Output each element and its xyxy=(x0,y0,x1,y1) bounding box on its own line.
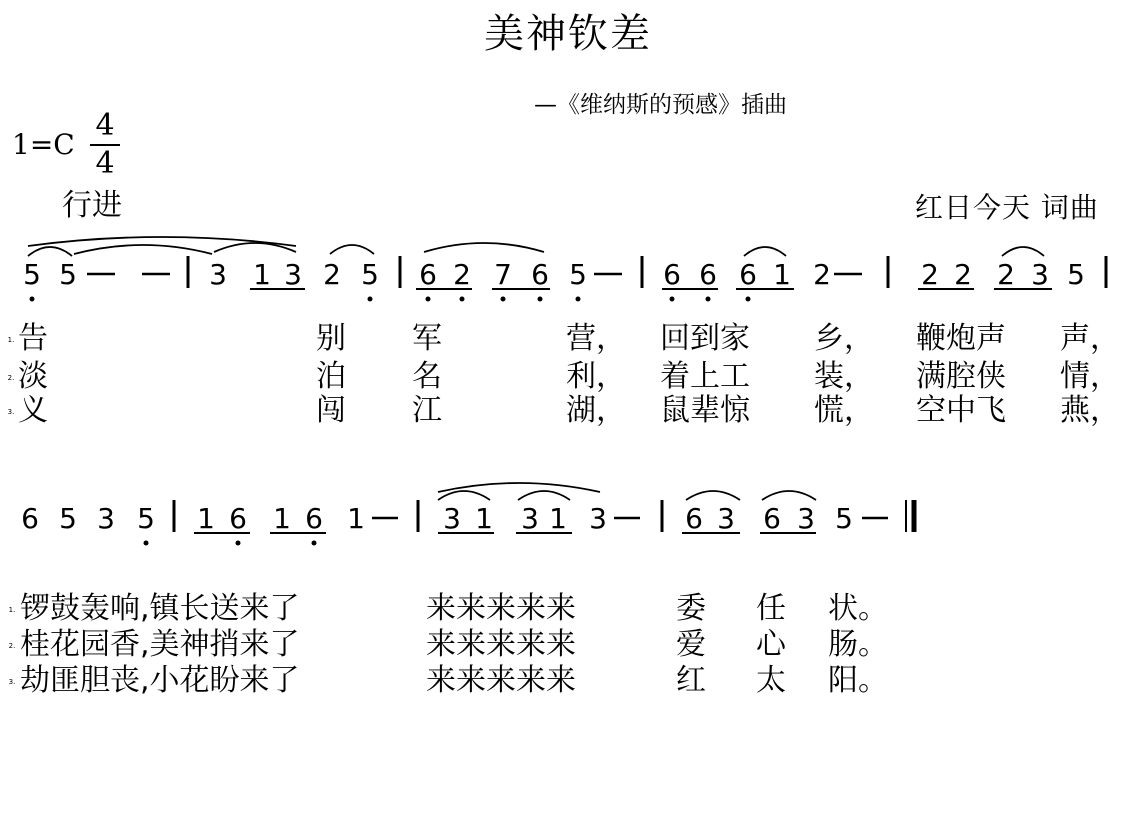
verse-number: 3. xyxy=(7,408,15,416)
slur xyxy=(762,491,816,500)
note: 3 xyxy=(589,502,607,535)
slur xyxy=(28,247,72,256)
lyric-word: 乡， xyxy=(814,321,874,356)
octave-dot-below xyxy=(312,541,317,546)
lyric-word: 装， xyxy=(814,359,874,394)
slur xyxy=(1002,247,1044,256)
lyric-word: 来来来来来 xyxy=(426,663,576,698)
note: 3 xyxy=(797,502,815,535)
lyric-word: 湖， xyxy=(566,393,626,428)
note: 1 xyxy=(273,502,291,535)
octave-dot-below xyxy=(538,297,543,302)
lyric-word: 闯 xyxy=(316,393,346,428)
octave-dot-below xyxy=(746,297,751,302)
lyric-word: 锣鼓轰响,镇长送来了 xyxy=(20,591,300,626)
key-signature: 1=C xyxy=(12,128,75,161)
note: 5 xyxy=(59,502,77,535)
lyric-word: 心 xyxy=(756,627,786,662)
note: 6 xyxy=(21,502,39,535)
song-subtitle: —《维纳斯的预感》插曲 xyxy=(534,92,787,118)
verse-number: 2. xyxy=(8,642,16,650)
note: 3 xyxy=(1031,258,1049,291)
song-title: 美神钦差 xyxy=(484,11,652,57)
slur-long xyxy=(28,237,296,246)
lyric-word: 情， xyxy=(1060,359,1120,394)
note: 6 xyxy=(305,502,323,535)
lyric-word: 利， xyxy=(566,359,626,394)
lyric-word: 空中飞 xyxy=(916,393,1006,428)
lyric-word: 军 xyxy=(412,321,442,356)
note: 2 xyxy=(921,258,939,291)
octave-dot-below xyxy=(426,297,431,302)
lyric-word: 肠。 xyxy=(828,627,888,662)
note: 6 xyxy=(229,502,247,535)
note: 3 xyxy=(521,502,539,535)
lyric-word: 慌， xyxy=(814,393,874,428)
lyrics-line-1 xyxy=(8,321,1120,428)
lyric-word: 桂花园香,美神捎来了 xyxy=(20,627,300,662)
verse-number: 2. xyxy=(7,374,15,382)
lyric-word: 满腔侠 xyxy=(916,359,1006,394)
lyric-word: 来来来来来 xyxy=(426,591,576,626)
note: 5 xyxy=(361,258,379,291)
note: 3 xyxy=(443,502,461,535)
lyric-word: 名 xyxy=(412,359,442,394)
verse-number: 3. xyxy=(8,678,16,686)
octave-dot-below xyxy=(368,297,373,302)
lyric-word: 别 xyxy=(316,321,346,356)
lyric-word: 任 xyxy=(756,591,786,626)
note: 3 xyxy=(717,502,735,535)
score-line-1 xyxy=(23,237,1106,302)
slur xyxy=(330,245,374,254)
lyric-word: 鼠辈惊 xyxy=(660,393,750,428)
octave-dot-below xyxy=(460,297,465,302)
lyric-word: 劫匪胆丧,小花盼来了 xyxy=(20,663,300,698)
lyric-word: 鞭炮声 xyxy=(916,321,1006,356)
lyric-word: 太 xyxy=(756,663,786,698)
note: 7 xyxy=(494,258,512,291)
lyric-word: 燕， xyxy=(1060,393,1120,428)
lyrics-line-2 xyxy=(9,591,888,698)
octave-dot-below xyxy=(670,297,675,302)
note: 5 xyxy=(23,258,41,291)
note: 1 xyxy=(475,502,493,535)
time-signature-bottom: 4 xyxy=(95,146,115,181)
lyric-word: 委 xyxy=(676,591,706,626)
note: 2 xyxy=(954,258,972,291)
note: 3 xyxy=(97,502,115,535)
note: 1 xyxy=(773,258,791,291)
note: 6 xyxy=(739,258,757,291)
tempo-marking: 行进 xyxy=(62,188,122,223)
lyric-word: 阳。 xyxy=(828,663,888,698)
note: 6 xyxy=(699,258,717,291)
note: 5 xyxy=(1067,258,1085,291)
lyric-word: 江 xyxy=(412,393,442,428)
lyric-word: 状。 xyxy=(828,591,888,626)
note: 6 xyxy=(763,502,781,535)
verse-number: 1. xyxy=(8,606,16,614)
octave-dot-below xyxy=(706,297,711,302)
note: 3 xyxy=(284,258,302,291)
verse-number: 1. xyxy=(7,336,15,344)
lyric-word: 告 xyxy=(18,321,48,356)
note: 2 xyxy=(813,258,831,291)
octave-dot-below xyxy=(501,297,506,302)
note: 1 xyxy=(253,258,271,291)
note: 3 xyxy=(209,258,227,291)
time-signature-top: 4 xyxy=(95,108,115,143)
lyric-word: 义 xyxy=(18,393,48,428)
note: 6 xyxy=(663,258,681,291)
note: 5 xyxy=(137,502,155,535)
note: 6 xyxy=(685,502,703,535)
lyric-word: 回到家 xyxy=(660,321,750,356)
lyric-word: 着上工 xyxy=(660,359,750,394)
slur xyxy=(518,491,570,500)
lyric-word: 来来来来来 xyxy=(426,627,576,662)
octave-dot-below xyxy=(144,541,149,546)
note: 5 xyxy=(835,502,853,535)
note: 1 xyxy=(549,502,567,535)
slur xyxy=(686,491,740,500)
lyric-word: 淡 xyxy=(18,359,48,394)
slur xyxy=(744,247,786,256)
note: 6 xyxy=(531,258,549,291)
slur xyxy=(74,245,212,254)
note: 6 xyxy=(419,258,437,291)
lyric-word: 红 xyxy=(676,663,706,698)
octave-dot-below xyxy=(576,297,581,302)
lyric-word: 声， xyxy=(1060,321,1120,356)
slur xyxy=(438,491,490,500)
octave-dot-below xyxy=(30,297,35,302)
note: 1 xyxy=(347,502,365,535)
octave-dot-below xyxy=(236,541,241,546)
note: 2 xyxy=(997,258,1015,291)
note: 1 xyxy=(197,502,215,535)
slur xyxy=(424,243,544,252)
note: 2 xyxy=(323,258,341,291)
note: 2 xyxy=(453,258,471,291)
note: 5 xyxy=(59,258,77,291)
score-line-2 xyxy=(21,483,914,546)
lyric-word: 泊 xyxy=(316,359,346,394)
lyric-word: 营， xyxy=(566,321,626,356)
note: 5 xyxy=(569,258,587,291)
lyric-word: 爱 xyxy=(676,627,706,662)
credit: 红日今天 词曲 xyxy=(915,191,1099,224)
